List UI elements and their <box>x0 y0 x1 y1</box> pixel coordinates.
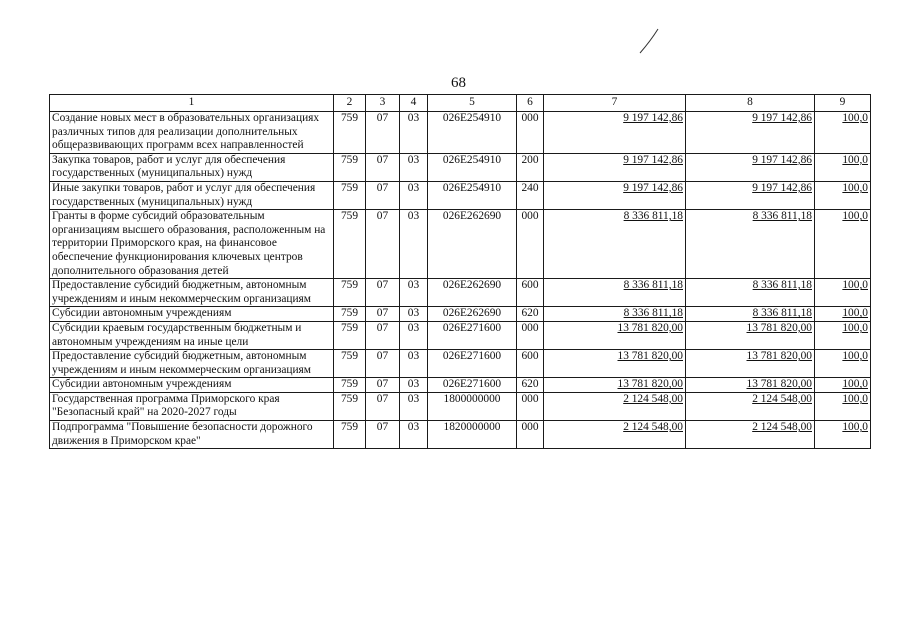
actual-amount-cell-value: 2 124 548,00 <box>752 392 812 405</box>
row-name-cell: Предоставление субсидий бюджетным, автономным учреждениям и иным некоммерческим организациям <box>50 350 334 378</box>
planned-amount-cell-value: 8 336 811,18 <box>623 279 683 292</box>
planned-amount-cell-value: 9 197 142,86 <box>623 112 683 124</box>
execution-percent-cell <box>815 378 871 393</box>
planned-amount-cell <box>544 350 686 378</box>
expense-type-code-cell: 000 <box>517 392 544 420</box>
row-name-cell: Предоставление субсидий бюджетным, автономным учреждениям и иным некоммерческим организациям <box>50 279 334 307</box>
actual-amount-cell-value: 8 336 811,18 <box>752 279 812 292</box>
ministry-code-cell: 759 <box>334 153 366 181</box>
execution-percent-cell-value: 100,0 <box>842 307 868 320</box>
row-name-cell: Субсидии автономным учреждениям <box>50 378 334 393</box>
section-code-cell: 07 <box>366 421 400 449</box>
planned-amount-cell <box>544 279 686 307</box>
execution-percent-cell-value: 100,0 <box>842 153 868 166</box>
actual-amount-cell <box>686 350 815 378</box>
expense-type-code-cell: 600 <box>517 350 544 378</box>
planned-amount-cell-value: 8 336 811,18 <box>623 307 683 320</box>
execution-percent-cell <box>815 112 871 154</box>
actual-amount-cell <box>686 307 815 322</box>
execution-percent-cell <box>815 210 871 279</box>
header-cell: 6 <box>517 95 544 112</box>
header-cell: 8 <box>686 95 815 112</box>
row-name-cell: Подпрограмма "Повышение безопасности дорожного движения в Приморском крае" <box>50 421 334 449</box>
actual-amount-cell <box>686 112 815 154</box>
planned-amount-cell <box>544 378 686 393</box>
ministry-code-cell: 759 <box>334 350 366 378</box>
target-item-code-cell: 026E262690 <box>428 279 517 307</box>
ministry-code-cell: 759 <box>334 392 366 420</box>
header-cell: 1 <box>50 95 334 112</box>
actual-amount-cell-value: 8 336 811,18 <box>752 210 812 223</box>
section-code-cell: 07 <box>366 210 400 279</box>
header-cell: 5 <box>428 95 517 112</box>
subsection-code-cell: 03 <box>400 279 428 307</box>
table-body <box>50 112 871 449</box>
budget-table <box>49 94 871 449</box>
execution-percent-cell <box>815 181 871 209</box>
section-code-cell: 07 <box>366 378 400 393</box>
execution-percent-cell-value: 100,0 <box>842 321 868 334</box>
target-item-code-cell: 026E254910 <box>428 153 517 181</box>
ministry-code-cell: 759 <box>334 210 366 279</box>
execution-percent-cell-value: 100,0 <box>842 378 868 391</box>
actual-amount-cell-value: 13 781 820,00 <box>746 321 812 334</box>
execution-percent-cell-value: 100,0 <box>842 350 868 363</box>
expense-type-code-cell: 620 <box>517 378 544 393</box>
subsection-code-cell: 03 <box>400 378 428 393</box>
actual-amount-cell-value: 9 197 142,86 <box>752 153 812 166</box>
actual-amount-cell-value: 9 197 142,86 <box>752 112 812 124</box>
subsection-code-cell: 03 <box>400 181 428 209</box>
expense-type-code-cell: 620 <box>517 307 544 322</box>
actual-amount-cell <box>686 279 815 307</box>
planned-amount-cell-value: 8 336 811,18 <box>623 210 683 223</box>
execution-percent-cell-value: 100,0 <box>842 112 868 124</box>
planned-amount-cell <box>544 210 686 279</box>
row-name-cell: Субсидии краевым государственным бюджетным и автономным учреждениям на иные цели <box>50 321 334 349</box>
target-item-code-cell: 026E262690 <box>428 307 517 322</box>
target-item-code-cell: 1800000000 <box>428 392 517 420</box>
execution-percent-cell <box>815 153 871 181</box>
expense-type-code-cell: 000 <box>517 210 544 279</box>
header-cell: 9 <box>815 95 871 112</box>
planned-amount-cell-value: 9 197 142,86 <box>623 181 683 194</box>
actual-amount-cell <box>686 210 815 279</box>
planned-amount-cell <box>544 307 686 322</box>
actual-amount-cell-value: 13 781 820,00 <box>746 350 812 363</box>
row-name-cell: Гранты в форме субсидий образовательным организациям высшего образования, расположенным на территории Приморского края, на финансовое обеспечение функционирования ключевых центров дополнительного образования детей <box>50 210 334 279</box>
planned-amount-cell <box>544 153 686 181</box>
planned-amount-cell-value: 2 124 548,00 <box>623 392 683 405</box>
ministry-code-cell: 759 <box>334 307 366 322</box>
section-code-cell: 07 <box>366 279 400 307</box>
planned-amount-cell-value: 13 781 820,00 <box>617 350 683 363</box>
section-code-cell: 07 <box>366 392 400 420</box>
actual-amount-cell-value: 9 197 142,86 <box>752 181 812 194</box>
section-code-cell: 07 <box>366 307 400 322</box>
subsection-code-cell: 03 <box>400 112 428 154</box>
expense-type-code-cell: 000 <box>517 321 544 349</box>
subsection-code-cell: 03 <box>400 350 428 378</box>
planned-amount-cell <box>544 392 686 420</box>
target-item-code-cell: 026E254910 <box>428 112 517 154</box>
execution-percent-cell-value: 100,0 <box>842 279 868 292</box>
execution-percent-cell <box>815 279 871 307</box>
subsection-code-cell: 03 <box>400 153 428 181</box>
target-item-code-cell: 026E262690 <box>428 210 517 279</box>
table-row <box>50 350 871 378</box>
table-row <box>50 321 871 349</box>
target-item-code-cell: 026E271600 <box>428 378 517 393</box>
subsection-code-cell: 03 <box>400 210 428 279</box>
header-cell: 7 <box>544 95 686 112</box>
page-number: 68 <box>451 75 466 91</box>
subsection-code-cell: 03 <box>400 321 428 349</box>
planned-amount-cell <box>544 321 686 349</box>
subsection-code-cell: 03 <box>400 392 428 420</box>
execution-percent-cell-value: 100,0 <box>842 181 868 194</box>
section-code-cell: 07 <box>366 153 400 181</box>
actual-amount-cell <box>686 153 815 181</box>
table-row <box>50 378 871 393</box>
target-item-code-cell: 1820000000 <box>428 421 517 449</box>
header-row <box>50 95 871 112</box>
section-code-cell: 07 <box>366 112 400 154</box>
table-row <box>50 210 871 279</box>
actual-amount-cell <box>686 181 815 209</box>
section-code-cell: 07 <box>366 350 400 378</box>
expense-type-code-cell: 000 <box>517 421 544 449</box>
actual-amount-cell <box>686 392 815 420</box>
actual-amount-cell-value: 8 336 811,18 <box>752 307 812 320</box>
subsection-code-cell: 03 <box>400 421 428 449</box>
ministry-code-cell: 759 <box>334 279 366 307</box>
table-row <box>50 279 871 307</box>
row-name-cell: Субсидии автономным учреждениям <box>50 307 334 322</box>
ministry-code-cell: 759 <box>334 421 366 449</box>
actual-amount-cell-value: 2 124 548,00 <box>752 421 812 434</box>
planned-amount-cell-value: 13 781 820,00 <box>617 378 683 391</box>
execution-percent-cell-value: 100,0 <box>842 421 868 434</box>
planned-amount-cell-value: 13 781 820,00 <box>617 321 683 334</box>
table-row <box>50 421 871 449</box>
target-item-code-cell: 026E271600 <box>428 321 517 349</box>
row-name-cell: Государственная программа Приморского края "Безопасный край" на 2020-2027 годы <box>50 392 334 420</box>
target-item-code-cell: 026E271600 <box>428 350 517 378</box>
table-row <box>50 307 871 322</box>
execution-percent-cell <box>815 321 871 349</box>
table-row <box>50 392 871 420</box>
execution-percent-cell <box>815 392 871 420</box>
header-cell: 2 <box>334 95 366 112</box>
planned-amount-cell <box>544 421 686 449</box>
execution-percent-cell <box>815 350 871 378</box>
section-code-cell: 07 <box>366 181 400 209</box>
table-row <box>50 153 871 181</box>
section-code-cell: 07 <box>366 321 400 349</box>
ministry-code-cell: 759 <box>334 181 366 209</box>
expense-type-code-cell: 200 <box>517 153 544 181</box>
ministry-code-cell: 759 <box>334 112 366 154</box>
header-cell: 4 <box>400 95 428 112</box>
actual-amount-cell <box>686 421 815 449</box>
row-name-cell: Закупка товаров, работ и услуг для обеспечения государственных (муниципальных) нужд <box>50 153 334 181</box>
execution-percent-cell <box>815 307 871 322</box>
row-name-cell: Иные закупки товаров, работ и услуг для обеспечения государственных (муниципальных) нужд <box>50 181 334 209</box>
table-row <box>50 112 871 154</box>
execution-percent-cell-value: 100,0 <box>842 392 868 405</box>
row-name-cell: Создание новых мест в образовательных организациях различных типов для реализации дополнительных общеразвивающих программ всех направленностей <box>50 112 334 154</box>
planned-amount-cell-value: 2 124 548,00 <box>623 421 683 434</box>
planned-amount-cell <box>544 112 686 154</box>
table-row <box>50 181 871 209</box>
expense-type-code-cell: 240 <box>517 181 544 209</box>
ministry-code-cell: 759 <box>334 321 366 349</box>
actual-amount-cell <box>686 321 815 349</box>
expense-type-code-cell: 600 <box>517 279 544 307</box>
target-item-code-cell: 026E254910 <box>428 181 517 209</box>
expense-type-code-cell: 000 <box>517 112 544 154</box>
execution-percent-cell-value: 100,0 <box>842 210 868 223</box>
ministry-code-cell: 759 <box>334 378 366 393</box>
execution-percent-cell <box>815 421 871 449</box>
planned-amount-cell <box>544 181 686 209</box>
actual-amount-cell-value: 13 781 820,00 <box>746 378 812 391</box>
header-cell: 3 <box>366 95 400 112</box>
actual-amount-cell <box>686 378 815 393</box>
planned-amount-cell-value: 9 197 142,86 <box>623 153 683 166</box>
subsection-code-cell: 03 <box>400 307 428 322</box>
